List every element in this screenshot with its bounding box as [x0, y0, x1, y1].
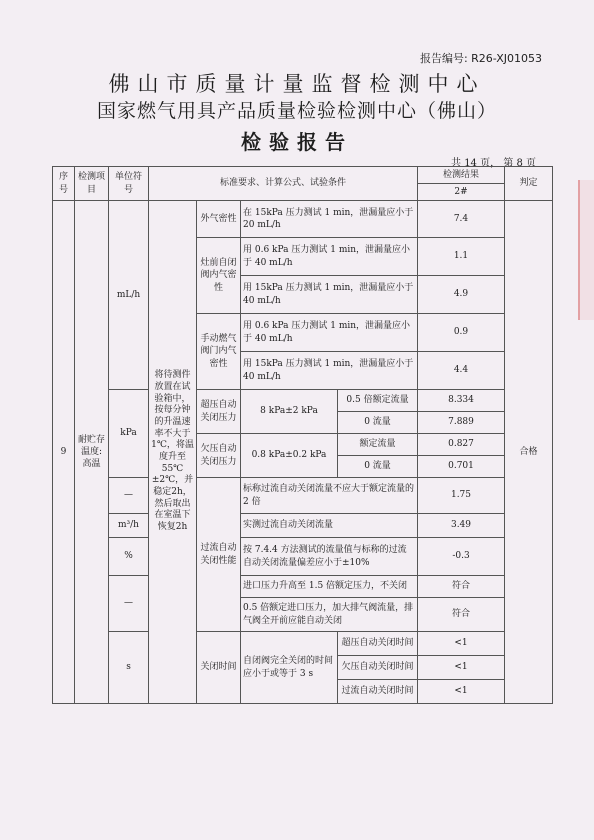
unit-s: s [109, 632, 149, 704]
sub-condition: 0 流量 [338, 412, 418, 434]
category-underpressure: 欠压自动关闭压力 [197, 434, 241, 478]
page-info: 共 14 页， 第 8 页 [451, 158, 536, 169]
table-row [53, 514, 553, 538]
sub-condition: 过流自动关闭时间 [338, 680, 418, 704]
result-cell: 1.75 [418, 478, 505, 514]
table-row [53, 538, 553, 576]
sub-condition: 0.5 倍额定流量 [338, 390, 418, 412]
unit-percent: % [109, 538, 149, 576]
sub-condition: 欠压自动关闭时间 [338, 656, 418, 680]
item-cell: 耐贮存温度: 高温 [75, 201, 109, 704]
close-time-requirement: 自闭阀完全关闭的时间应小于或等于 3 s [241, 632, 338, 704]
table-row [53, 478, 553, 514]
category-outer-tightness: 外气密性 [197, 201, 241, 238]
table-row [53, 201, 553, 238]
table-row [53, 576, 553, 598]
seq-cell: 9 [53, 201, 75, 704]
unit-dash: — [109, 576, 149, 632]
result-cell: 1.1 [418, 238, 505, 276]
unit-ml-h: mL/h [109, 201, 149, 390]
unit-m3h: m³/h [109, 514, 149, 538]
category-overflow: 过流自动关闭性能 [197, 478, 241, 632]
header-result: 检测结果 [418, 167, 505, 184]
header-seq: 序号 [53, 167, 75, 201]
sub-condition: 0 流量 [338, 456, 418, 478]
pressure-underpressure: 0.8 kPa±0.2 kPa [241, 434, 338, 478]
category-manual-valve: 手动燃气阀门内气密性 [197, 314, 241, 390]
header-item: 检测项目 [75, 167, 109, 201]
result-cell: <1 [418, 680, 505, 704]
header-judgment: 判定 [505, 167, 553, 201]
requirement-cell: 进口压力升高至 1.5 倍额定压力，不关闭 [241, 576, 418, 598]
pressure-overpressure: 8 kPa±2 kPa [241, 390, 338, 434]
result-cell: 7.889 [418, 412, 505, 434]
result-cell: 4.4 [418, 352, 505, 390]
result-cell: 4.9 [418, 276, 505, 314]
requirement-cell: 标称过流自动关闭流量不应大于额定流量的 2 倍 [241, 478, 418, 514]
requirement-cell: 用 15kPa 压力测试 1 min，泄漏量应小于 40 mL/h [241, 352, 418, 390]
unit-kpa: kPa [109, 390, 149, 478]
test-conditions: 将待测件放置在试验箱中，按每分钟的升温速率不大于1℃，将温度升至55℃±2℃，并稳定2h，然后取出在室温下恢复2h [149, 201, 197, 704]
requirement-cell: 实测过流自动关闭流量 [241, 514, 418, 538]
result-cell: 3.49 [418, 514, 505, 538]
table-row [53, 632, 553, 656]
red-seal-edge [578, 180, 594, 320]
result-cell: 符合 [418, 598, 505, 632]
unit-dash: — [109, 478, 149, 514]
sub-condition: 额定流量 [338, 434, 418, 456]
table-header-row [53, 167, 553, 184]
requirement-cell: 用 0.6 kPa 压力测试 1 min，泄漏量应小于 40 mL/h [241, 238, 418, 276]
category-overpressure: 超压自动关闭压力 [197, 390, 241, 434]
header-requirement: 标准要求、计算公式、试验条件 [149, 167, 418, 201]
header-result-sample: 2# [418, 184, 505, 201]
requirement-cell: 按 7.4.4 方法测试的流量值与标称的过流自动关闭流量偏差应小于±10% [241, 538, 418, 576]
header-unit: 单位符号 [109, 167, 149, 201]
report-table [52, 166, 553, 704]
result-cell: 7.4 [418, 201, 505, 238]
sub-condition: 超压自动关闭时间 [338, 632, 418, 656]
category-stove-valve: 灶前自闭阀内气密性 [197, 238, 241, 314]
result-cell: 0.9 [418, 314, 505, 352]
requirement-cell: 0.5 倍额定进口压力，加大排气阀流量，排气阀全开前应能自动关闭 [241, 598, 418, 632]
org-title: 佛山市质量计量监督检测中心 [108, 72, 486, 96]
requirement-cell: 用 0.6 kPa 压力测试 1 min，泄漏量应小于 40 mL/h [241, 314, 418, 352]
result-cell: <1 [418, 632, 505, 656]
report-number: 报告编号: R26-XJ01053 [419, 52, 542, 65]
result-cell: 8.334 [418, 390, 505, 412]
center-title: 国家燃气用具产品质量检验检测中心（佛山） [96, 100, 497, 122]
requirement-cell: 用 15kPa 压力测试 1 min，泄漏量应小于 40 mL/h [241, 276, 418, 314]
judgment-cell: 合格 [505, 201, 553, 704]
result-cell: -0.3 [418, 538, 505, 576]
result-cell: 0.701 [418, 456, 505, 478]
result-cell: 符合 [418, 576, 505, 598]
category-close-time: 关闭时间 [197, 632, 241, 704]
requirement-cell: 在 15kPa 压力测试 1 min，泄漏量应小于 20 mL/h [241, 201, 418, 238]
result-cell: <1 [418, 656, 505, 680]
table-row [53, 390, 553, 412]
result-cell: 0.827 [418, 434, 505, 456]
report-title: 检验报告 [241, 130, 353, 154]
